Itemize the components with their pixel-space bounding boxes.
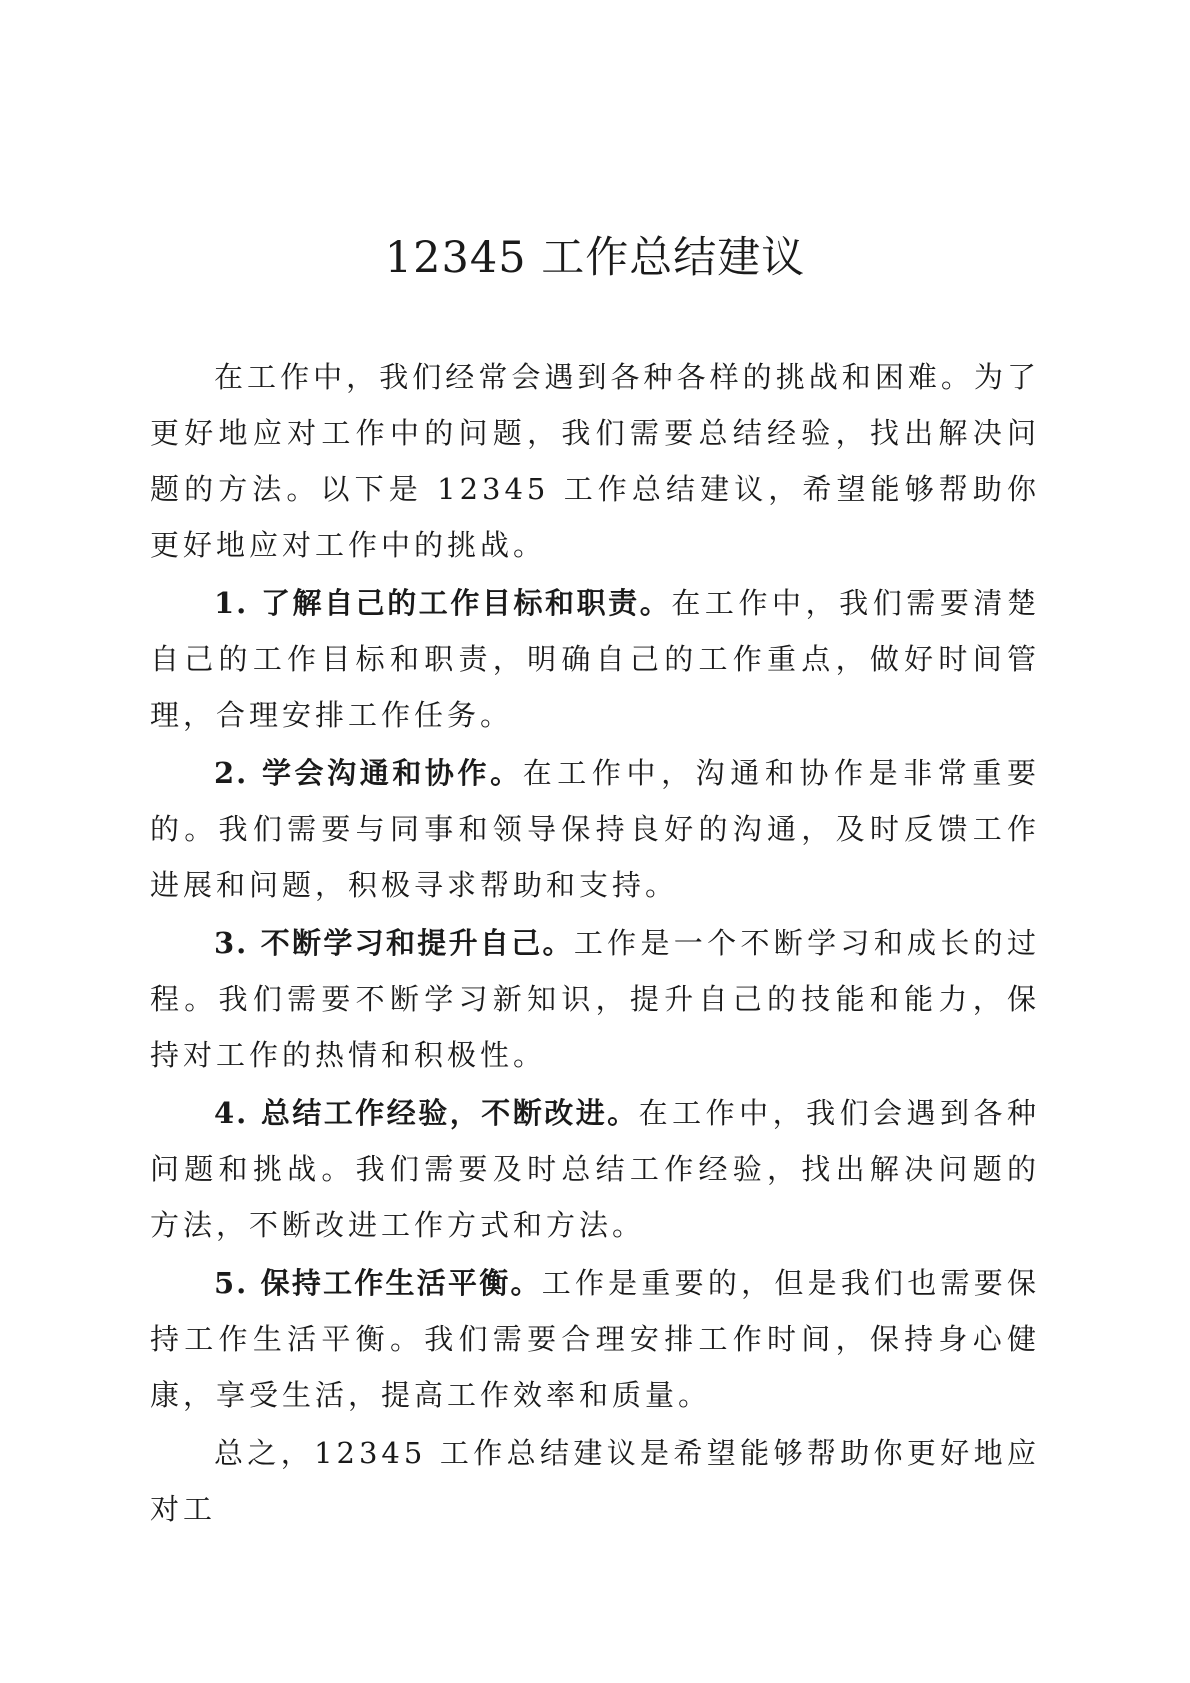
page-title: 12345 工作总结建议 — [384, 233, 806, 283]
point-paragraph-2 — [150, 745, 1040, 913]
point-heading: 1. 了解自己的工作目标和职责。 — [214, 586, 672, 620]
point-paragraph-1 — [150, 575, 1040, 743]
point-body: 在工作中，我们需要清楚自己的工作目标和职责，明确自己的工作重点，做好时间管理，合理安排工作任务。 — [150, 586, 1040, 732]
point-body: 在工作中，沟通和协作是非常重要的。我们需要与同事和领导保持良好的沟通，及时反馈工作进展和问题，积极寻求帮助和支持。 — [150, 756, 1040, 902]
point-heading: 4. 总结工作经验，不断改进。 — [214, 1096, 639, 1130]
intro-paragraph: 在工作中，我们经常会遇到各种各样的挑战和困难。为了更好地应对工作中的问题，我们需要总结经验，找出解决问题的方法。以下是 12345 工作总结建议，希望能够帮助你更好地应对工作中的挑战。 — [150, 360, 1040, 562]
point-paragraph-3 — [150, 915, 1040, 1083]
document-body — [150, 349, 1040, 1537]
point-paragraph-5 — [150, 1255, 1040, 1423]
point-body: 工作是重要的，但是我们也需要保持工作生活平衡。我们需要合理安排工作时间，保持身心健康，享受生活，提高工作效率和质量。 — [150, 1266, 1040, 1412]
point-heading: 2. 学会沟通和协作。 — [214, 756, 523, 790]
point-body: 工作是一个不断学习和成长的过程。我们需要不断学习新知识，提升自己的技能和能力，保持对工作的热情和积极性。 — [150, 926, 1040, 1072]
point-body: 在工作中，我们会遇到各种问题和挑战。我们需要及时总结工作经验，找出解决问题的方法，不断改进工作方式和方法。 — [150, 1096, 1040, 1242]
point-paragraph-4 — [150, 1085, 1040, 1253]
point-heading: 5. 保持工作生活平衡。 — [214, 1266, 542, 1300]
point-heading: 3. 不断学习和提升自己。 — [214, 926, 574, 960]
conclusion-paragraph: 总之，12345 工作总结建议是希望能够帮助你更好地应对工 — [150, 1436, 1040, 1526]
